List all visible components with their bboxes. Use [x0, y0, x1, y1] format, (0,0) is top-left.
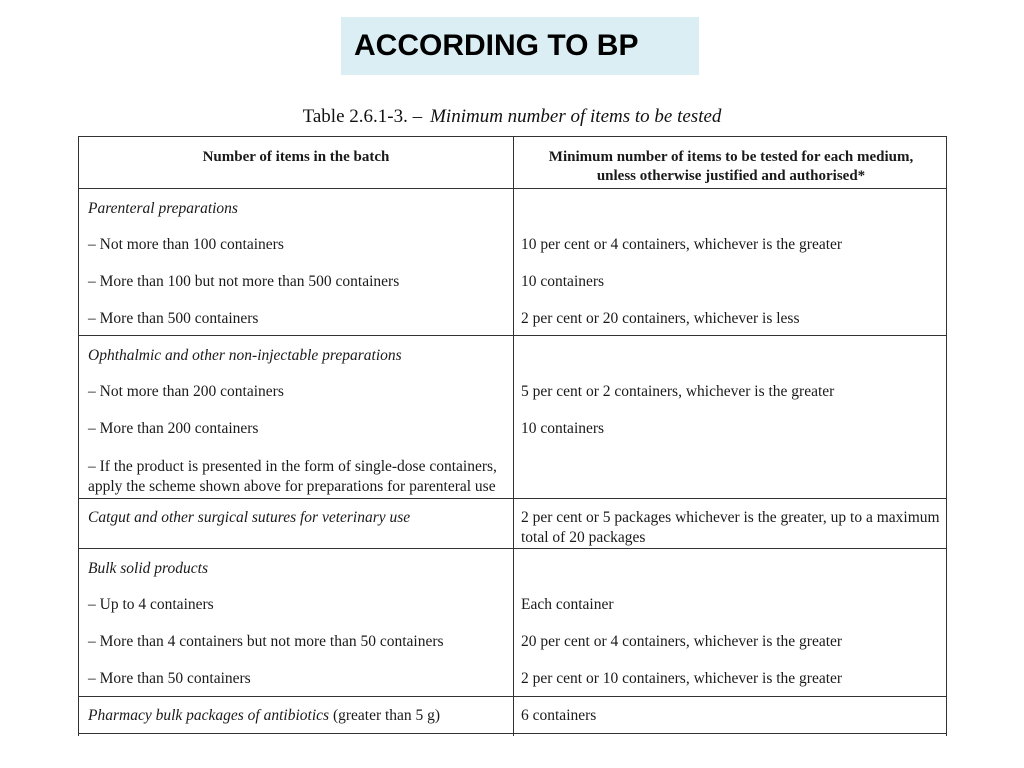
- row-item: – If the product is presented in the form of single-dose containers, apply the scheme shown above for preparations for parenteral use: [88, 458, 497, 495]
- row-value: 10 containers: [521, 420, 605, 437]
- row-value: 10 per cent or 4 containers, whichever is the greater: [521, 236, 843, 253]
- row-value: 5 per cent or 2 containers, whichever is the greater: [521, 383, 835, 400]
- table-caption-number: Table 2.6.1-3. –: [302, 106, 423, 127]
- row-item: – More than 500 containers: [88, 310, 259, 327]
- row-item: – Not more than 200 containers: [88, 383, 284, 400]
- section-rule: [79, 498, 946, 499]
- header-batch-items: Number of items in the batch: [202, 149, 390, 165]
- row-item: – Up to 4 containers: [88, 596, 214, 613]
- row-value: 20 per cent or 4 containers, whichever is the greater: [521, 633, 843, 650]
- header-min-items: Minimum number of items to be tested for each medium, unless otherwise justified and authorised*: [548, 149, 914, 184]
- section-rule: [79, 548, 946, 549]
- slide-title: ACCORDING TO BP: [341, 17, 699, 75]
- row-value: 6 containers: [521, 707, 597, 724]
- section-title-bulk-solid: Bulk solid products: [88, 560, 208, 577]
- row-value: 2 per cent or 5 packages whichever is the greater, up to a maximum total of 20 packages: [521, 509, 940, 546]
- pharmacy-bulk-label: Pharmacy bulk packages of antibiotics: [88, 707, 330, 724]
- table-caption-title: Minimum number of items to be tested: [430, 106, 722, 127]
- row-item: – More than 100 but not more than 500 containers: [88, 273, 400, 290]
- column-divider: [513, 137, 514, 736]
- row-item: – More than 4 containers but not more than 50 containers: [88, 633, 444, 650]
- section-rule: [79, 335, 946, 336]
- row-value: Each container: [521, 596, 614, 613]
- items-table: [78, 136, 947, 736]
- section-rule: [79, 696, 946, 697]
- section-title-catgut: Catgut and other surgical sutures for veterinary use: [88, 509, 411, 526]
- section-title-pharmacy-bulk: [88, 706, 440, 726]
- row-item: – Not more than 100 containers: [88, 236, 284, 253]
- row-value: 10 containers: [521, 273, 605, 290]
- section-title-parenteral: Parenteral preparations: [88, 200, 238, 217]
- pharmacy-bulk-qualifier: (greater than 5 g): [329, 707, 441, 724]
- section-rule: [79, 733, 946, 734]
- table-caption: [0, 106, 1024, 128]
- row-item: – More than 50 containers: [88, 670, 251, 687]
- row-value: 2 per cent or 10 containers, whichever is the greater: [521, 670, 843, 687]
- row-item: – More than 200 containers: [88, 420, 259, 437]
- row-value: 2 per cent or 20 containers, whichever is less: [521, 310, 800, 327]
- section-title-ophthalmic: Ophthalmic and other non-injectable preparations: [88, 347, 402, 364]
- header-rule: [79, 188, 946, 189]
